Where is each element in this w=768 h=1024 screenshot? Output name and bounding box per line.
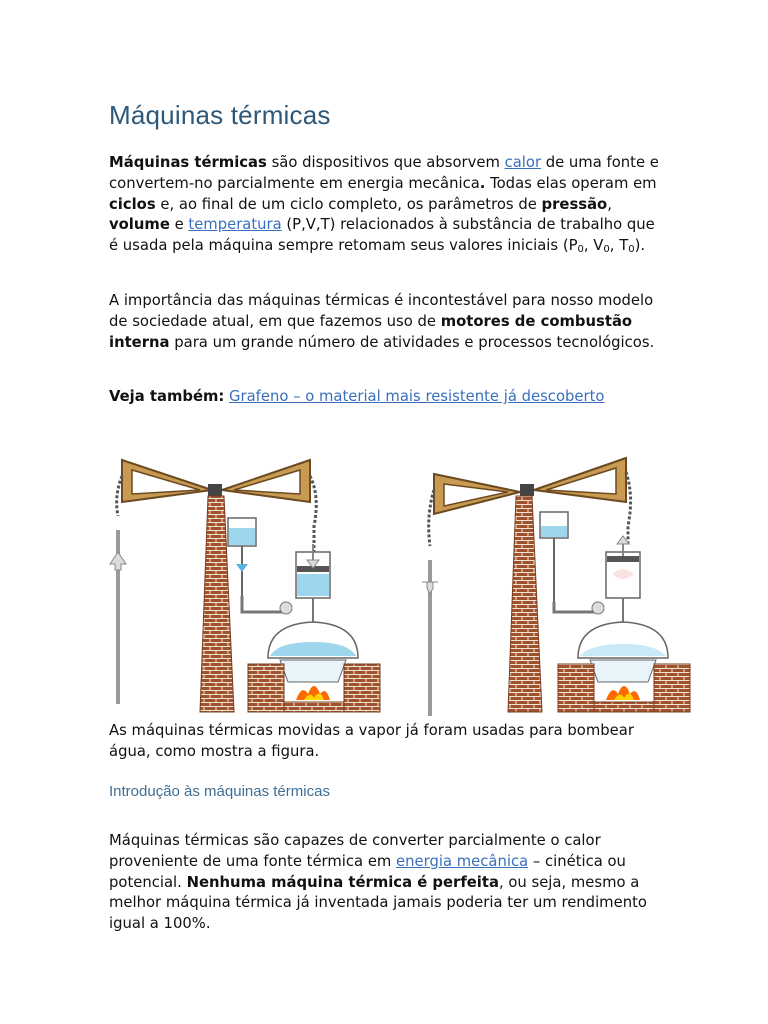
body-paragraph [109,831,664,935]
bold-term: motores de combustão interna [109,312,633,351]
bold-term: pressão [541,195,608,213]
subscript: 0 [577,244,584,256]
text: Máquinas térmicas são capazes de converter parcialmente o calor proveniente de uma fonte térmica em [109,832,601,870]
text: , V [583,237,604,255]
subscript: 0 [628,244,635,256]
steam-pump-figure [108,446,692,722]
steam-pump-illustration [108,446,692,722]
bold-term: ciclos [109,195,156,213]
text: para um grande número de atividades e processos tecnológicos. [169,333,655,351]
text: A importância das máquinas térmicas é incontestável para nosso modelo de sociedade atual, em que fazemos uso de [109,292,654,330]
text: – cinética ou potencial. [109,852,626,891]
text: ). [634,237,646,255]
section-heading: Introdução às máquinas térmicas [109,783,330,800]
text: , [607,195,612,213]
link-temperatura[interactable]: temperatura [188,216,282,234]
text: de uma fonte e convertem-no parcialmente em energia mecânica [109,154,659,192]
subscript: 0 [603,244,610,256]
bold-term: Nenhuma máquina térmica é perfeita [186,873,499,891]
bold-period: . [479,174,486,192]
left-engine [110,460,380,712]
bold-term: volume [109,216,170,234]
link-calor[interactable]: calor [504,154,542,171]
see-also-label: Veja também: [109,388,225,405]
text: , ou seja, mesmo a melhor máquina térmica já inventada jamais poderia ter um rendimento igual a 100%. [109,873,647,933]
link-energia-mecanica[interactable]: energia mecânica [396,852,529,870]
text: , T [609,237,629,255]
importance-paragraph [109,291,664,353]
text: e, ao final de um ciclo completo, os parâmetros de [155,195,542,213]
text: e [169,216,189,234]
text: (P,V,T) relacionados à substância de trabalho que é usada pela máquina sempre retomam seus valores iniciais (P [109,216,655,255]
see-also [109,387,664,408]
link-grafeno[interactable]: Grafeno – o material mais resistente já descoberto [229,388,605,405]
right-engine [422,456,692,716]
text: Todas elas operam em [485,174,657,192]
text: são dispositivos que absorvem [266,154,505,171]
page-title: Máquinas térmicas [109,100,331,130]
figure-caption: As máquinas térmicas movidas a vapor já foram usadas para bombear água, como mostra a figura. [109,722,634,760]
intro-paragraph [109,153,664,261]
bold-term: Máquinas térmicas [109,154,267,171]
